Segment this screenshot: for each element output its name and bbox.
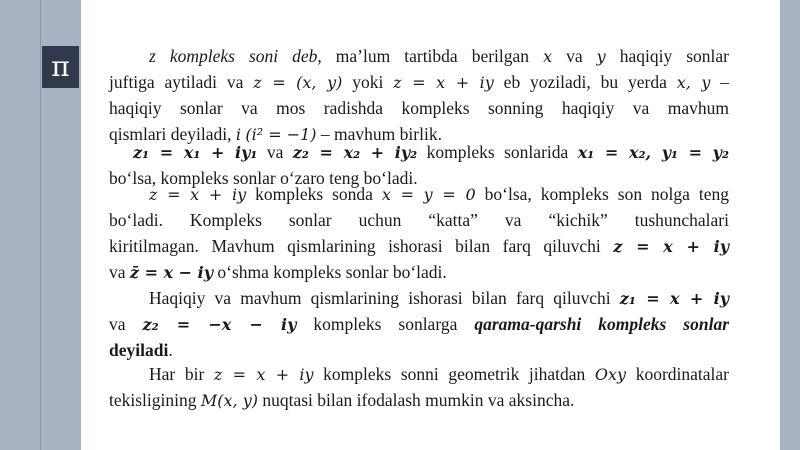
- left-edge-line: [40, 0, 41, 450]
- paragraph-zero-and-conjugate: [109, 181, 729, 285]
- text-line: va z₂ = −x − iy kompleks sonlarga qarama-qarshi kompleks sonlar: [109, 314, 729, 334]
- paragraph-definition: [109, 43, 729, 147]
- text-line: deyiladi.: [109, 340, 173, 360]
- text-line: z = x + iy kompleks sonda x = y = 0 bo‘lsa, kompleks son nolga teng: [149, 184, 730, 204]
- text-line: bo‘ladi. Kompleks sonlar uchun “katta” va “kichik” tushunchalari: [109, 210, 729, 230]
- text-line: qismlari deyiladi, i (i² = −1) – mavhum birlik.: [109, 124, 442, 144]
- text-line: bo‘lsa, kompleks sonlar o‘zaro teng bo‘ladi.: [109, 168, 418, 188]
- left-margin-strip: [0, 0, 41, 450]
- text-line: va z̄ = x − iy o‘shma kompleks sonlar bo‘ladi.: [109, 262, 447, 282]
- text-line: haqiqiy sonlar va mos radishda kompleks sonning haqiqiy va mavhum: [109, 98, 729, 118]
- text-line: z₁ = x₁ + iy₁ va z₂ = x₂ + iy₂ kompleks sonlarida x₁ = x₂, y₁ = y₂: [133, 142, 729, 162]
- paragraph-geometric: [109, 361, 729, 413]
- text-line: Haqiqiy va mavhum qismlarining ishorasi bilan farq qiluvchi z₁ = x + iy: [149, 288, 729, 308]
- text-line: Har bir z = x + iy kompleks sonni geometrik jihatdan Oxy koordinatalar: [149, 364, 729, 384]
- text-line: z kompleks soni deb, ma’lum tartibda berilgan x va y haqiqiy sonlar: [149, 46, 729, 66]
- text-line: tekisligining M(x, y) nuqtasi bilan ifodalash mumkin va aksincha.: [109, 390, 575, 410]
- right-margin-strip: [780, 0, 800, 450]
- paragraph-opposite: [109, 285, 729, 363]
- pi-icon: π: [42, 46, 79, 88]
- text-line: kiritilmagan. Mavhum qismlarining ishorasi bilan farq qiluvchi z = x + iy: [109, 236, 729, 256]
- text-line: juftiga aytiladi va z = (x, y) yoki z = x + iy eb yoziladi, bu yerda x, y –: [109, 72, 730, 92]
